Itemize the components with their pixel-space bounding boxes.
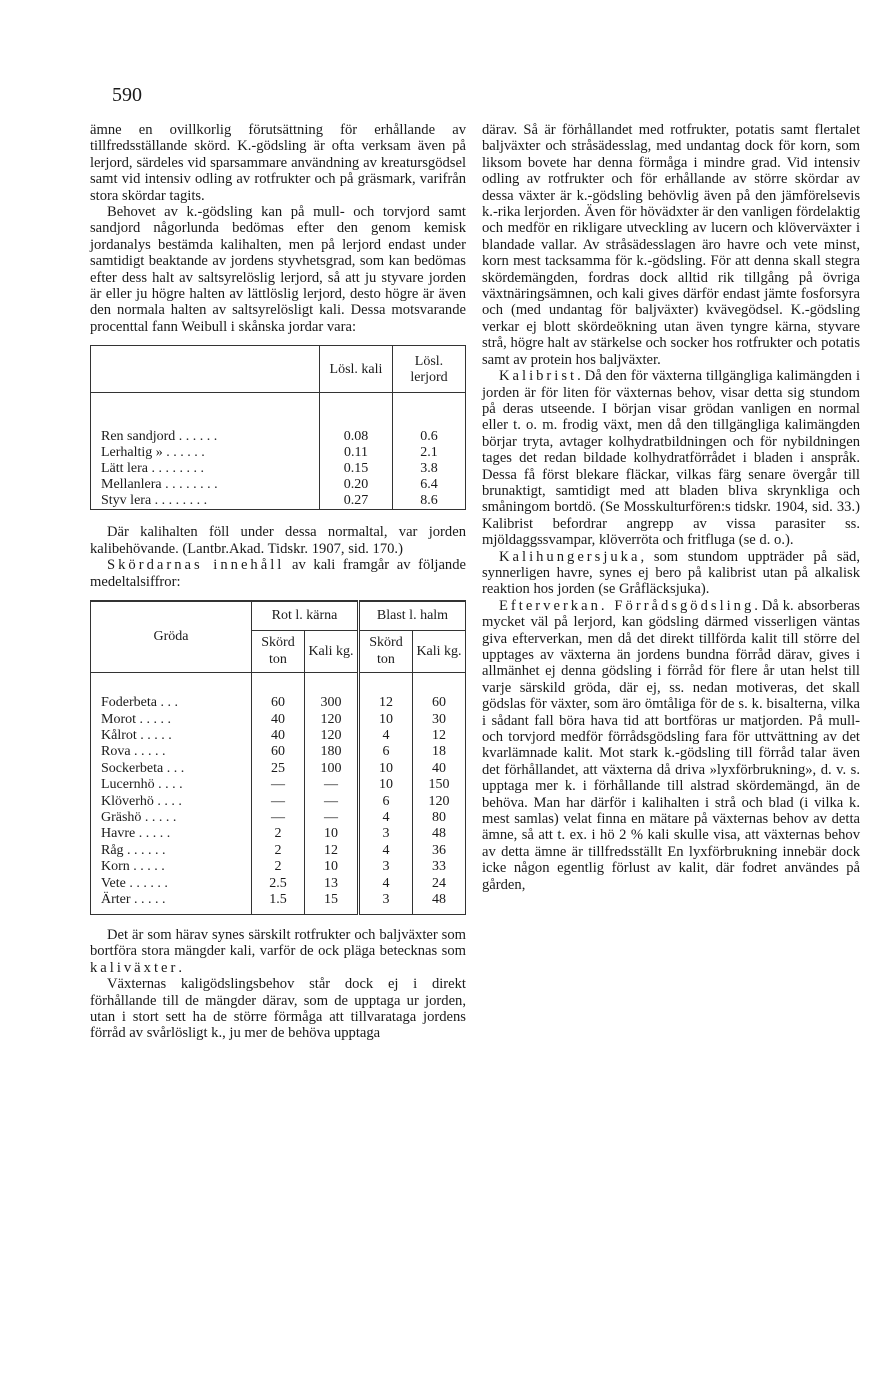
table-row <box>91 493 466 510</box>
root-yield: 2.5 <box>252 876 305 892</box>
paragraph: Kalihungersjuka, som stundom uppträder på säd, synnerligen havre, synes ej bero på kalibrist utan på alkalisk reaktion hos jorden (se Gråfläcksjuka). <box>482 548 860 598</box>
table-header-blank <box>91 346 320 393</box>
soil-type: Lerhaltig » . . . . . . <box>91 445 320 461</box>
straw-yield: 3 <box>359 892 413 908</box>
soil-potassium-table <box>90 345 466 510</box>
paragraph: Det är som härav synes särskilt rotfrukter och baljväxter som bortföra stora mängder kali, varför de ock pläga betecknas som kaliväxter. <box>90 926 466 976</box>
root-potash: — <box>305 777 359 793</box>
straw-potash: 33 <box>413 859 466 875</box>
kali-value: 0.20 <box>320 477 393 493</box>
root-potash: 12 <box>305 843 359 859</box>
straw-yield: 3 <box>359 826 413 842</box>
table-row <box>91 794 466 810</box>
lerjord-value: 2.1 <box>393 445 466 461</box>
subheader-yield: Skörd ton <box>252 631 305 673</box>
paragraph: därav. Så är förhållandet med rotfrukter, potatis samt flertalet baljväxter och stråsädesslag, med undantag dock för korn, som liksom bovete har denna förmåga i mindre grad. Vid intensiv odling av rotfrukter och för erhållande av större skördar av dessa växter är k.-gödsling behövlig även på den jämförelsevis k.-rika lerjorden. Även för hövädxter är den vanligen fördelaktig och medför en rikligare utveckling av lucern och klöverväxter i blandade vallar. Av stråsädesslagen äro havre och vete minst, korn mest tacksamma för k.-gödsling. För att denna skall stegra skördemängden, fordras dock alltid rik tillgång på övriga växtnäringsämnen, och kali gives därför endast jämte fosforsyra och (med undantag för baljväxter) kvävegödsel. K.-gödsling verkar ej blott skördeökning utan även tyngre kärna, styvare strå, högre halt av stärkelse och socker hos rotfrukter och potatis samt av protein hos baljväxter. <box>482 122 860 368</box>
straw-potash: 150 <box>413 777 466 793</box>
paragraph: Växternas kaligödslingsbehov står dock ej i direkt förhållande till de mängder därav, som de upptaga ur jorden, utan i stort sett ha de större förmåga att tillvarataga jordens förråd av svårlösligt k., ju mer de behöva upptaga <box>90 976 466 1042</box>
straw-yield: 12 <box>359 695 413 711</box>
root-yield: 60 <box>252 744 305 760</box>
table-row <box>91 876 466 892</box>
table-row <box>91 859 466 875</box>
crop-potassium-table <box>90 600 466 915</box>
root-yield: 2 <box>252 826 305 842</box>
table-row <box>91 761 466 777</box>
crop-name: Kålrot . . . . . <box>91 728 252 744</box>
subheader-potash: Kali kg. <box>305 631 359 673</box>
right-column <box>482 122 860 893</box>
section-term-kalibrist: Kalibrist <box>499 368 578 385</box>
root-potash: 15 <box>305 892 359 908</box>
root-potash: 100 <box>305 761 359 777</box>
crop-name: Morot . . . . . <box>91 712 252 728</box>
crop-header: Gröda <box>91 601 252 673</box>
straw-potash: 60 <box>413 695 466 711</box>
lerjord-value: 3.8 <box>393 461 466 477</box>
crop-name: Lucernhö . . . . <box>91 777 252 793</box>
straw-potash: 48 <box>413 892 466 908</box>
paragraph: Efterverkan. Förrådsgödsling. Då k. absorberas mycket väl på lerjord, kan gödsling därmed visserligen väntas giva efterverkan, men då det direkt tillförda kalit till större del upptages av växterna än jordens bundna förråd därav, gives i allmänhet ej denna gödsling i förråd för flere år utan helst till varje särskild gröda, där ej, ss. nedan motiveras, det skall gödslas för växter, som äro ömtåliga för de s. k. bisalterna, vilka i sådant fall böra hava tid att bortföras ur matjorden. På mull- och torvjord medför förrådsgödsling fara för uttvättning av det kvarlämnade kalit. Mot stark k.-gödsling till förråd talar även det förhållandet, att växterna då driva »lyxförbrukning», d. v. s. upptaga mer k. i förhållande till alstrad skördemängd, än de behöva. Man har därför i kalihalten i strå och blad (i vilka k. mest samlas) velat finna en mätare på växternas behov av detta ämne, så att t. ex. i hö 2 % kali skulle visa, att växternas behov av detta ämne är tillfredsställt En lyxförbrukning innebär dock icke någon egentlig förlust av kalit, där fodret användes på gården, <box>482 597 860 893</box>
straw-potash: 40 <box>413 761 466 777</box>
table-row <box>91 461 466 477</box>
soil-type: Styv lera . . . . . . . . <box>91 493 320 510</box>
straw-yield: 10 <box>359 777 413 793</box>
lerjord-value: 6.4 <box>393 477 466 493</box>
crop-name: Ärter . . . . . <box>91 892 252 908</box>
crop-name: Vete . . . . . . <box>91 876 252 892</box>
straw-yield: 6 <box>359 794 413 810</box>
section-term-efterverkan: Efterverkan. Förrådsgödsling <box>499 597 755 614</box>
root-potash: 180 <box>305 744 359 760</box>
root-potash: — <box>305 794 359 810</box>
paragraph: Behovet av k.-gödsling kan på mull- och torvjord samt sandjord någorlunda bedömas efter den genom kemisk jordanalys bestämda kalihalten, men på lerjord endast under samtidigt beaktande av jordens styvhetsgrad, som kan bedömas efter dess halt av saltsyrelöslig lerjord, så att ju styvare jorden är eller ju högre halten av lättlöslig lerjord, desto högre är även den normala halten av saltsyrelösligt kali. Dessa motsvarande procenttal fann Weibull i skånska jordar vara: <box>90 204 466 335</box>
soil-type: Mellanlera . . . . . . . . <box>91 477 320 493</box>
root-yield: — <box>252 810 305 826</box>
crop-name: Rova . . . . . <box>91 744 252 760</box>
root-potash: 120 <box>305 712 359 728</box>
table-row <box>91 429 466 445</box>
soil-type: Lätt lera . . . . . . . . <box>91 461 320 477</box>
root-yield: 1.5 <box>252 892 305 908</box>
group-header-root: Rot l. kärna <box>252 601 359 631</box>
page-number: 590 <box>112 84 142 106</box>
kali-value: 0.11 <box>320 445 393 461</box>
column-header-losl-lerjord: Lösl. lerjord <box>393 346 466 393</box>
lerjord-value: 0.6 <box>393 429 466 445</box>
column-header-losl-kali: Lösl. kali <box>320 346 393 393</box>
group-header-straw: Blast l. halm <box>359 601 466 631</box>
subheader-potash: Kali kg. <box>413 631 466 673</box>
root-yield: — <box>252 794 305 810</box>
kali-value: 0.08 <box>320 429 393 445</box>
straw-potash: 48 <box>413 826 466 842</box>
root-potash: — <box>305 810 359 826</box>
root-potash: 120 <box>305 728 359 744</box>
straw-yield: 4 <box>359 876 413 892</box>
straw-yield: 6 <box>359 744 413 760</box>
paragraph: Skördarnas innehåll av kali framgår av följande medeltalsiffror: <box>90 557 466 590</box>
root-yield: 40 <box>252 712 305 728</box>
crop-name: Råg . . . . . . <box>91 843 252 859</box>
crop-name: Korn . . . . . <box>91 859 252 875</box>
table-row <box>91 810 466 826</box>
straw-yield: 10 <box>359 712 413 728</box>
straw-yield: 10 <box>359 761 413 777</box>
table-row <box>91 477 466 493</box>
root-yield: 60 <box>252 695 305 711</box>
table-row <box>91 777 466 793</box>
crop-name: Klöverhö . . . . <box>91 794 252 810</box>
straw-yield: 4 <box>359 810 413 826</box>
crop-name: Sockerbeta . . . <box>91 761 252 777</box>
straw-yield: 4 <box>359 728 413 744</box>
subheader-yield: Skörd ton <box>359 631 413 673</box>
crop-name: Foderbeta . . . <box>91 695 252 711</box>
root-potash: 10 <box>305 859 359 875</box>
kali-value: 0.27 <box>320 493 393 510</box>
root-yield: 40 <box>252 728 305 744</box>
spaced-heading: Skördarnas innehåll <box>107 557 285 574</box>
straw-potash: 24 <box>413 876 466 892</box>
straw-potash: 12 <box>413 728 466 744</box>
table-row <box>91 712 466 728</box>
crop-name: Gräshö . . . . . <box>91 810 252 826</box>
root-yield: 2 <box>252 843 305 859</box>
left-column <box>90 122 466 1042</box>
root-yield: — <box>252 777 305 793</box>
spaced-term: kaliväxter <box>90 959 179 976</box>
table-row <box>91 744 466 760</box>
table-row <box>91 445 466 461</box>
section-term-kalihungersjuka: Kalihungersjuka <box>499 548 641 565</box>
root-potash: 10 <box>305 826 359 842</box>
straw-potash: 80 <box>413 810 466 826</box>
lerjord-value: 8.6 <box>393 493 466 510</box>
table-row <box>91 695 466 711</box>
table-row <box>91 892 466 908</box>
root-yield: 25 <box>252 761 305 777</box>
paragraph: ämne en ovillkorlig förutsättning för erhållande av tillfredsställande skörd. K.-gödsling är ofta verksam även på lerjord, särdeles vid sparsammare användning av kreatursgödsel samt vid intensiv odling av rotfrukter och på gräsmark, varifrån stora skördar tagits. <box>90 122 466 204</box>
crop-name: Havre . . . . . <box>91 826 252 842</box>
straw-yield: 4 <box>359 843 413 859</box>
straw-yield: 3 <box>359 859 413 875</box>
straw-potash: 30 <box>413 712 466 728</box>
table-row <box>91 728 466 744</box>
soil-type: Ren sandjord . . . . . . <box>91 429 320 445</box>
root-potash: 300 <box>305 695 359 711</box>
paragraph: Där kalihalten föll under dessa normaltal, var jorden kalibehövande. (Lantbr.Akad. Tidskr. 1907, sid. 170.) <box>90 524 466 557</box>
root-potash: 13 <box>305 876 359 892</box>
root-yield: 2 <box>252 859 305 875</box>
straw-potash: 36 <box>413 843 466 859</box>
table-row <box>91 843 466 859</box>
paragraph: Kalibrist. Då den för växterna tillgängliga kalimängden i jorden är för liten för växternas behov, visar detta sig stundom på deras utseende. I början visar grödan vanligen en normal eller t. o. m. frodig växt, men då den tillgängliga kalimängden börjar tryta, avtager kolhydratbildningen och för nybildningen tages det redan bildade kolhydratförrådet i bladen i anspråk. Dessa få först blekare fläckar, vilkas färg senare övergår till brunaktigt, samtidigt med att bladen bliva skrynkliga och småningom bortdö. (Se Mosskulturfören:s tidskr. 1904, sid. 33.) Kalibrist befordrar angrepp av vissa parasiter ss. mjöldaggssvampar, klöverröta och fritfluga (se d. o.). <box>482 368 860 549</box>
straw-potash: 120 <box>413 794 466 810</box>
kali-value: 0.15 <box>320 461 393 477</box>
table-row <box>91 826 466 842</box>
straw-potash: 18 <box>413 744 466 760</box>
